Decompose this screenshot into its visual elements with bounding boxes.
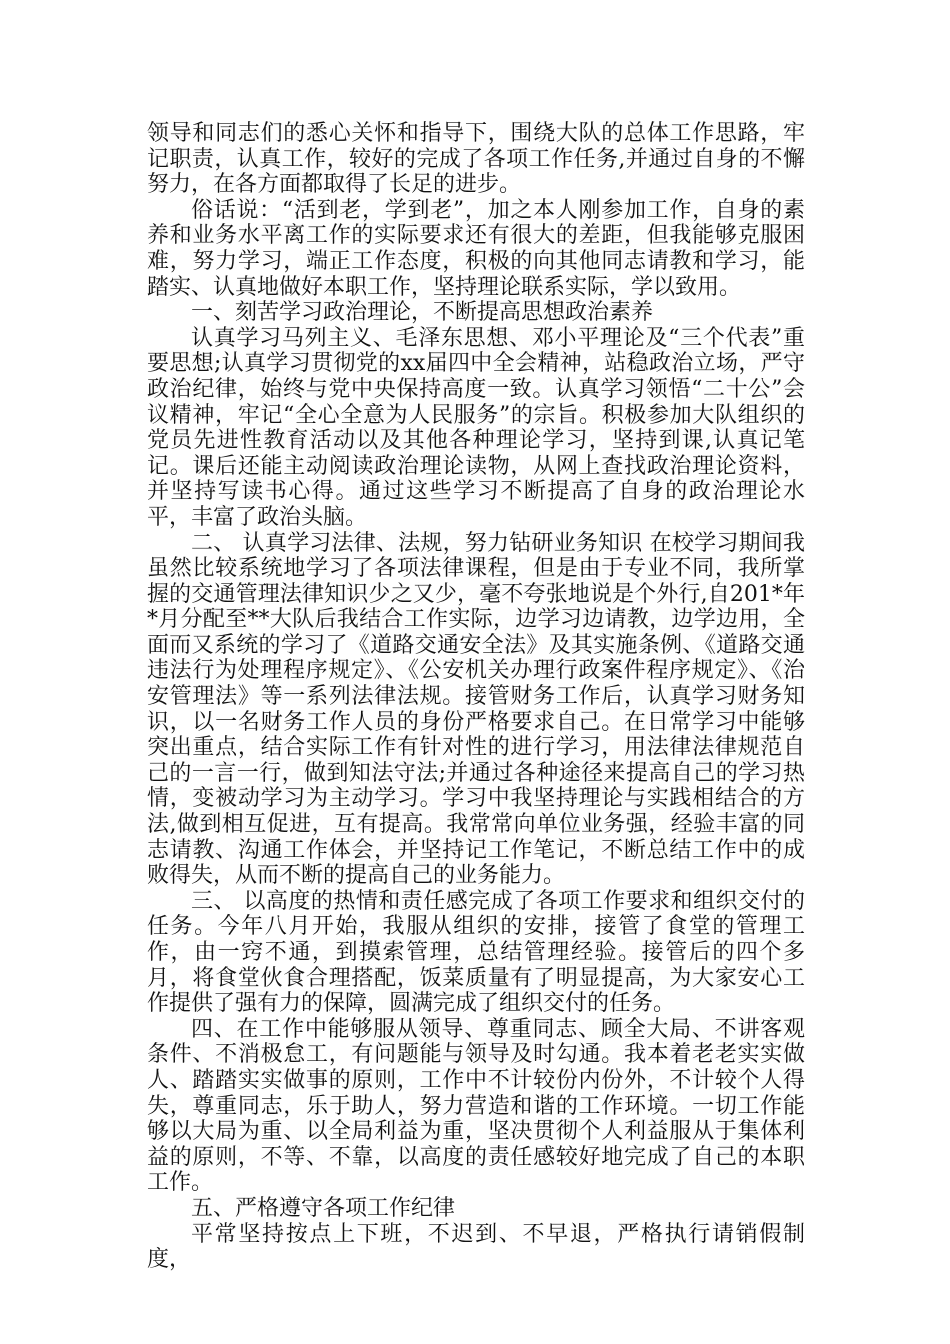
paragraph-section-1: 认真学习马列主义、毛泽东思想、邓小平理论及“三个代表”重要思想;认真学习贯彻党的xx届四中全会精神，站稳政治立场，严守政治纪律，始终与党中央保持高度一致。认真学习领悟“二十公”会议精神，牢记“全心全意为人民服务”的宗旨。积极参加大队组织的党员先进性教育活动以及其他各种理论学习，坚持到课,认真记笔记。课后还能主动阅读政治理论读物，从网上查找政治理论资料，并坚持写读书心得。通过这些学习不断提高了自身的政治理论水平，丰富了政治头脑。 bbox=[147, 325, 805, 530]
paragraph-section-2: 二、 认真学习法律、法规，努力钻研业务知识 在校学习期间我虽然比较系统地学习了各项法律课程，但是由于专业不同，我所掌握的交通管理法律知识少之又少，毫不夸张地说是个外行,自201*年*月分配至**大队后我结合工作实际，边学习边请教，边学边用，全面而又系统的学习了《道路交通安全法》及其实施条例、《道路交通违法行为处理程序规定》、《公安机关办理行政案件程序规定》、《治安管理法》等一系列法律法规。接管财务工作后，认真学习财务知识，以一名财务工作人员的身份严格要求自己。在日常学习中能够突出重点，结合实际工作有针对性的进行学习，用法律法律规范自己的一言一行，做到知法守法;并通过各种途径来提高自己的学习热情，变被动学习为主动学习。学习中我坚持理论与实践相结合的方法,做到相互促进，互有提高。我常常向单位业务强，经验丰富的同志请教、沟通工作体会，并坚持记工作笔记，不断总结工作中的成败得失，从而不断的提高自己的业务能力。 bbox=[147, 530, 805, 889]
paragraph-section-4: 四、在工作中能够服从领导、尊重同志、顾全大局、不讲客观条件、不消极怠工，有问题能与领导及时勾通。我本着老老实实做人、踏踏实实做事的原则，工作中不计较份内份外，不计较个人得失，尊重同志，乐于助人，努力营造和谐的工作环境。一切工作能够以大局为重、以全局利益为重，坚决贯彻个人利益服从于集体利益的原则，不等、不靠，以高度的责任感较好地完成了自己的本职工作。 bbox=[147, 1016, 805, 1196]
heading-section-1: 一、刻苦学习政治理论，不断提高思想政治素养 bbox=[191, 300, 654, 326]
heading-section-5: 五、严格遵守各项工作纪律 bbox=[191, 1195, 456, 1221]
paragraph-intro: 领导和同志们的悉心关怀和指导下，围绕大队的总体工作思路，牢记职责，认真工作，较好的完成了各项工作任务,并通过自身的不懈努力，在各方面都取得了长足的进步。 bbox=[147, 121, 805, 198]
paragraph-section-3: 三、 以高度的热情和责任感完成了各项工作要求和组织交付的任务。今年八月开始，我服从组织的安排，接管了食堂的管理工作，由一窍不通，到摸索管理，总结管理经验。接管后的四个多月，将食堂伙食合理搭配，饭菜质量有了明显提高，为大家安心工作提供了强有力的保障，圆满完成了组织交付的任务。 bbox=[147, 888, 805, 1017]
paragraph-section-5: 平常坚持按点上下班，不迟到、不早退，严格执行请销假制度， bbox=[147, 1221, 805, 1273]
paragraph-proverb: 俗话说：“活到老，学到老”，加之本人刚参加工作，自身的素养和业务水平离工作的实际要求还有很大的差距，但我能够克服困难，努力学习，端正工作态度，积极的向其他同志请教和学习，能踏实、认真地做好本职工作，坚持理论联系实际，学以致用。 bbox=[147, 197, 805, 300]
document-body bbox=[147, 121, 805, 1273]
